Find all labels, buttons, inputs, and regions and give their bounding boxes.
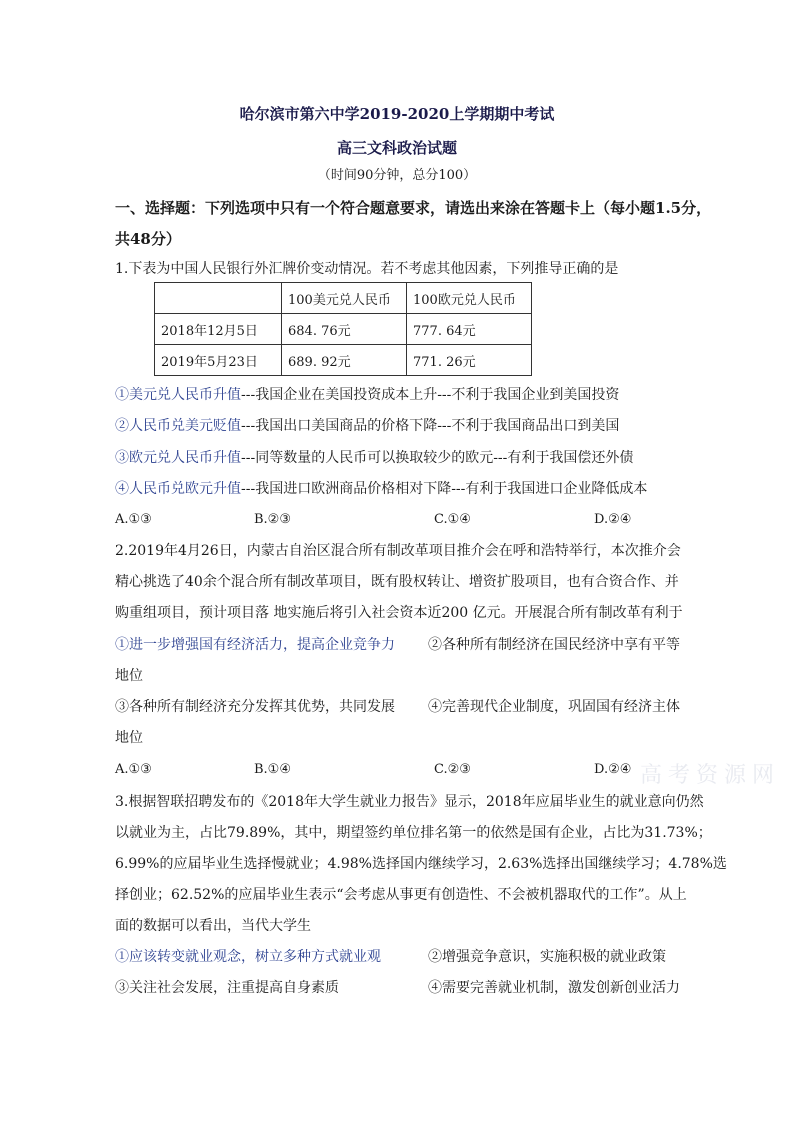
q1-item-3 bbox=[115, 448, 633, 468]
q3-item-4: ④需要完善就业机制，激发创新创业活力 bbox=[428, 980, 680, 996]
table-cell: 684. 76元 bbox=[282, 314, 407, 345]
watermark: 高考资源网 bbox=[640, 763, 781, 788]
question-2-stem: 2.2019年4月26日，内蒙古自治区混合所有制改革项目推介会在呼和浩特举行，本次推介会 bbox=[115, 543, 681, 559]
q1-item-1 bbox=[115, 385, 619, 405]
q2-item-1: ①进一步增强国有经济活力，提高企业竞争力 bbox=[115, 637, 395, 653]
table-cell: 689. 92元 bbox=[282, 345, 407, 376]
table-header-row bbox=[155, 283, 532, 314]
q1-item-body: ---我国进口欧洲商品价格相对下降---有利于我国进口企业降低成本 bbox=[241, 481, 648, 497]
question-3-stem: 3.根据智联招聘发布的《2018年大学生就业力报告》显示，2018年应届毕业生的就业意向仍然 bbox=[115, 794, 704, 810]
q2-item-3: ③各种所有制经济充分发挥其优势，共同发展 bbox=[115, 699, 395, 715]
q1-item-head: ④人民币兑欧元升值 bbox=[115, 481, 241, 497]
subject-title: 高三文科政治试题 bbox=[336, 139, 457, 157]
question-3-stem-cont: 面的数据可以看出，当代大学生 bbox=[115, 918, 311, 934]
exam-title: 哈尔滨市第六中学2019-2020上学期期中考试 bbox=[239, 105, 555, 123]
q2-item-row-1 bbox=[115, 635, 680, 655]
q1-option-a[interactable]: A.①③ bbox=[115, 512, 152, 527]
q2-option-b[interactable]: B.①④ bbox=[254, 762, 291, 777]
q1-item-2 bbox=[115, 416, 619, 436]
section-heading: 一、选择题：下列选项中只有一个符合题意要求，请选出来涂在答题卡上（每小题1.5分， bbox=[115, 199, 712, 217]
question-3-stem-cont: 6.99%的应届毕业生选择慢就业；4.98%选择国内继续学习，2.63%选择出国继续学习；4.78%选 bbox=[115, 856, 727, 872]
table-row bbox=[155, 345, 532, 376]
q3-item-3: ③关注社会发展，注重提高自身素质 bbox=[115, 980, 339, 996]
q1-item-head: ②人民币兑美元贬值 bbox=[115, 418, 241, 434]
q1-option-c[interactable]: C.①④ bbox=[434, 512, 471, 527]
q2-item-4: ④完善现代企业制度，巩固国有经济主体 bbox=[428, 699, 680, 715]
table-header: 100欧元兑人民币 bbox=[407, 283, 532, 314]
q1-item-body: ---同等数量的人民币可以换取较少的欧元---有利于我国偿还外债 bbox=[241, 450, 634, 466]
table-cell bbox=[155, 283, 282, 314]
question-1-stem: 1.下表为中国人民银行外汇牌价变动情况。若不考虑其他因素，下列推导正确的是 bbox=[115, 261, 619, 277]
q2-option-a[interactable]: A.①③ bbox=[115, 762, 152, 777]
q2-item-4-cont: 地位 bbox=[115, 730, 143, 746]
table-cell: 2019年5月23日 bbox=[155, 345, 282, 376]
q2-option-c[interactable]: C.②③ bbox=[434, 762, 471, 777]
q2-item-2: ②各种所有制经济在国民经济中享有平等 bbox=[428, 637, 680, 653]
table-header: 100美元兑人民币 bbox=[282, 283, 407, 314]
exam-info: （时间90分钟，总分100） bbox=[317, 168, 477, 183]
question-2-stem-cont: 精心挑选了40余个混合所有制改革项目，既有股权转让、增资扩股项目，也有合资合作、并 bbox=[115, 574, 679, 590]
q1-item-4 bbox=[115, 479, 647, 499]
table-cell: 2018年12月5日 bbox=[155, 314, 282, 345]
q1-item-body: ---我国企业在美国投资成本上升---不利于我国企业到美国投资 bbox=[241, 387, 620, 403]
table-cell: 777. 64元 bbox=[407, 314, 532, 345]
q3-item-row-1 bbox=[115, 947, 680, 967]
table-cell: 771. 26元 bbox=[407, 345, 532, 376]
q3-item-row-2 bbox=[115, 978, 680, 998]
q2-item-2-cont: 地位 bbox=[115, 668, 143, 684]
q2-option-d[interactable]: D.②④ bbox=[594, 762, 632, 777]
q1-option-b[interactable]: B.②③ bbox=[254, 512, 291, 527]
exchange-rate-table bbox=[154, 282, 532, 376]
q1-item-head: ①美元兑人民币升值 bbox=[115, 387, 241, 403]
q3-item-2: ②增强竞争意识，实施积极的就业政策 bbox=[428, 949, 666, 965]
q1-item-body: ---我国出口美国商品的价格下降---不利于我国商品出口到美国 bbox=[241, 418, 620, 434]
section-heading-cont: 共48分） bbox=[115, 230, 181, 248]
q1-option-d[interactable]: D.②④ bbox=[594, 512, 632, 527]
question-3-stem-cont: 择创业；62.52%的应届毕业生表示“会考虑从事更有创造性、不会被机器取代的工作”。从上 bbox=[115, 887, 687, 903]
question-3-stem-cont: 以就业为主，占比79.89%，其中，期望签约单位排名第一的依然是国有企业，占比为31.73%； bbox=[115, 825, 712, 841]
question-2-stem-cont: 购重组项目，预计项目落 地实施后将引入社会资本近200 亿元。开展混合所有制改革有利于 bbox=[115, 605, 683, 621]
q1-item-head: ③欧元兑人民币升值 bbox=[115, 450, 241, 466]
q2-item-row-2 bbox=[115, 697, 680, 717]
table-row bbox=[155, 314, 532, 345]
q3-item-1: ①应该转变就业观念，树立多种方式就业观 bbox=[115, 949, 381, 965]
